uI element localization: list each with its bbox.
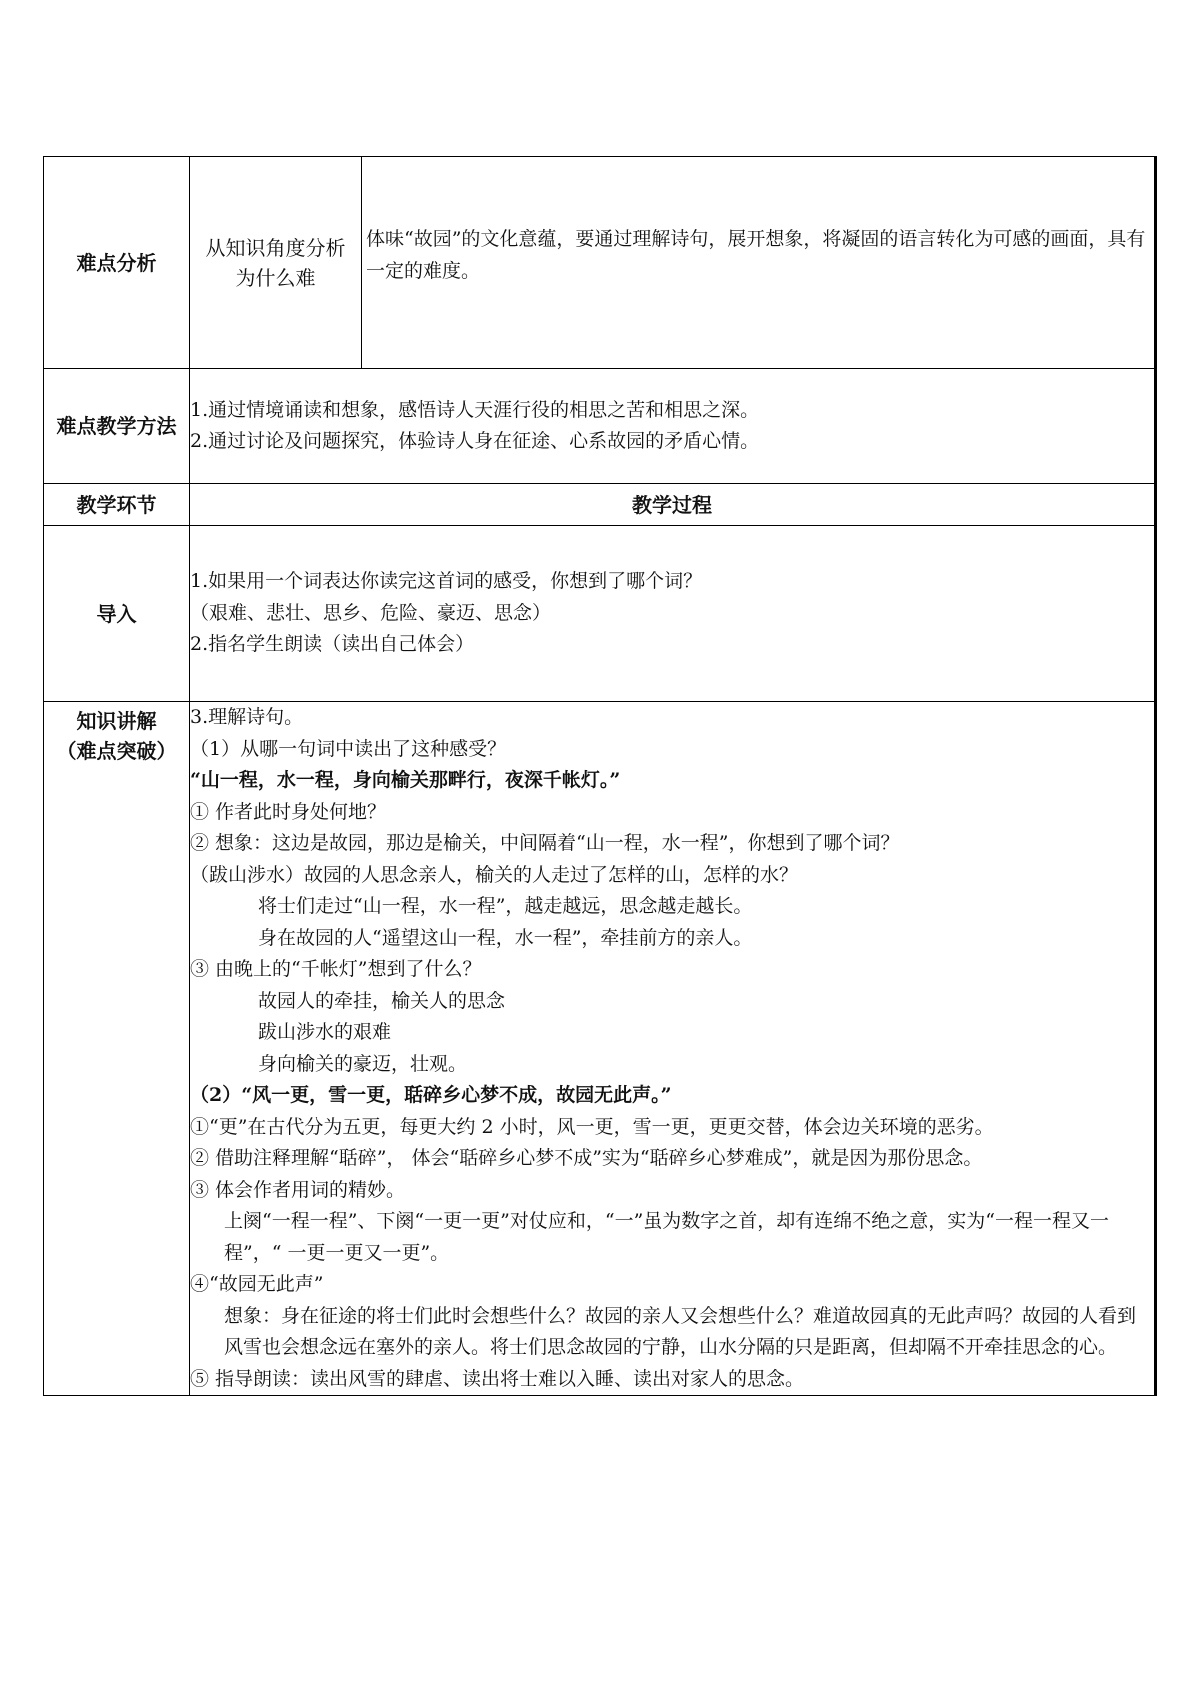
knowledge-angle-line1: 从知识角度分析 (205, 235, 346, 260)
knowledge-line: ② 借助注释理解“聒碎”， 体会“聒碎乡心梦不成”实为“聒碎乡心梦难成”，就是因为那份思念。 (190, 1147, 983, 1169)
knowledge-label (44, 702, 190, 1396)
knowledge-line: 上阕“一程一程”、下阕“一更一更”对仗应和，“一”虽为数字之首，却有连绵不绝之意，实为“一程一程又一程”，“ 一更一更又一更”。 (224, 1210, 1109, 1264)
knowledge-label-line1: 知识讲解 (76, 709, 157, 733)
knowledge-line: （1）从哪一句词中读出了这种感受？ (190, 737, 507, 760)
knowledge-line: ③ 由晚上的“千帐灯”想到了什么？ (190, 958, 482, 980)
knowledge-line: ①“更”在古代分为五更，每更大约 2 小时，风一更，雪一更，更更交替，体会边关环境的恶劣。 (190, 1115, 994, 1138)
knowledge-quote-2 (190, 1080, 1154, 1112)
knowledge-line: 身在故园的人“遥望这山一程，水一程”，牵挂前方的亲人。 (258, 926, 753, 949)
knowledge-line: 想象：身在征途的将士们此时会想些什么？故园的亲人又会想些什么？难道故园真的无此声吗？故园的人看到风雪也会想念远在塞外的亲人。将士们思念故园的宁静，山水分隔的只是距离，但却隔不开牵挂思念的心。 (224, 1304, 1137, 1358)
process-header: 教学过程 (190, 484, 1156, 526)
intro-line-3: 2.指名学生朗读（读出自己体会） (190, 633, 475, 656)
teaching-method-line-2: 2.通过讨论及问题探究，体验诗人身在征途、心系故园的矛盾心情。 (190, 430, 760, 452)
difficulty-analysis-text: 体味“故园”的文化意蕴，要通过理解诗句，展开想象，将凝固的语言转化为可感的画面，具有一定的难度。 (366, 228, 1146, 282)
quote-2-number: （2） (190, 1084, 242, 1106)
knowledge-line: ② 想象：这边是故园，那边是榆关，中间隔着“山一程，水一程”，你想到了哪个词？ (190, 832, 900, 854)
teaching-method-line-1: 1.通过情境诵读和想象，感悟诗人天涯行役的相思之苦和相思之深。 (190, 398, 760, 421)
teaching-method-content (190, 369, 1156, 484)
intro-line-2: （艰难、悲壮、思乡、危险、豪迈、思念） (190, 601, 552, 624)
lesson-plan-table (43, 156, 1157, 1396)
quote-2-text: “风一更，雪一更，聒碎乡心梦不成，故园无此声。” (241, 1084, 672, 1106)
knowledge-content (190, 702, 1156, 1396)
knowledge-line: 身向榆关的豪迈，壮观。 (258, 1052, 468, 1075)
knowledge-line: ④“故园无此声” (190, 1273, 324, 1295)
knowledge-angle-line2: 为什么难 (235, 265, 316, 290)
knowledge-line: ③ 体会作者用词的精妙。 (190, 1178, 406, 1201)
intro-line-1: 1.如果用一个词表达你读完这首词的感受，你想到了哪个词？ (190, 570, 703, 593)
intro-content (190, 526, 1156, 702)
teaching-method-row (44, 369, 1156, 484)
knowledge-quote-1: “山一程，水一程，身向榆关那畔行，夜深千帐灯。” (190, 769, 621, 791)
difficulty-analysis-content (362, 157, 1156, 369)
knowledge-line: ① 作者此时身处何地？ (190, 800, 387, 823)
knowledge-line: 3.理解诗句。 (190, 706, 304, 728)
table-header-row (44, 484, 1156, 526)
knowledge-line: ⑤ 指导朗读：读出风雪的肆虐、读出将士难以入睡、读出对家人的思念。 (190, 1367, 805, 1390)
difficulty-analysis-label: 难点分析 (44, 157, 190, 369)
knowledge-line: 将士们走过“山一程，水一程”，越走越远，思念越走越长。 (258, 895, 753, 917)
knowledge-row (44, 702, 1156, 1396)
knowledge-line: 故园人的牵挂，榆关人的思念 (258, 989, 506, 1012)
intro-label: 导入 (44, 526, 190, 702)
knowledge-angle-cell (190, 157, 362, 369)
knowledge-line: （跋山涉水）故园的人思念亲人，榆关的人走过了怎样的山，怎样的水？ (190, 863, 799, 886)
knowledge-line: 跋山涉水的艰难 (258, 1021, 392, 1043)
intro-row (44, 526, 1156, 702)
knowledge-label-line2: （难点突破） (56, 739, 177, 763)
difficulty-analysis-row (44, 157, 1156, 369)
stage-header: 教学环节 (44, 484, 190, 526)
teaching-method-label: 难点教学方法 (44, 369, 190, 484)
